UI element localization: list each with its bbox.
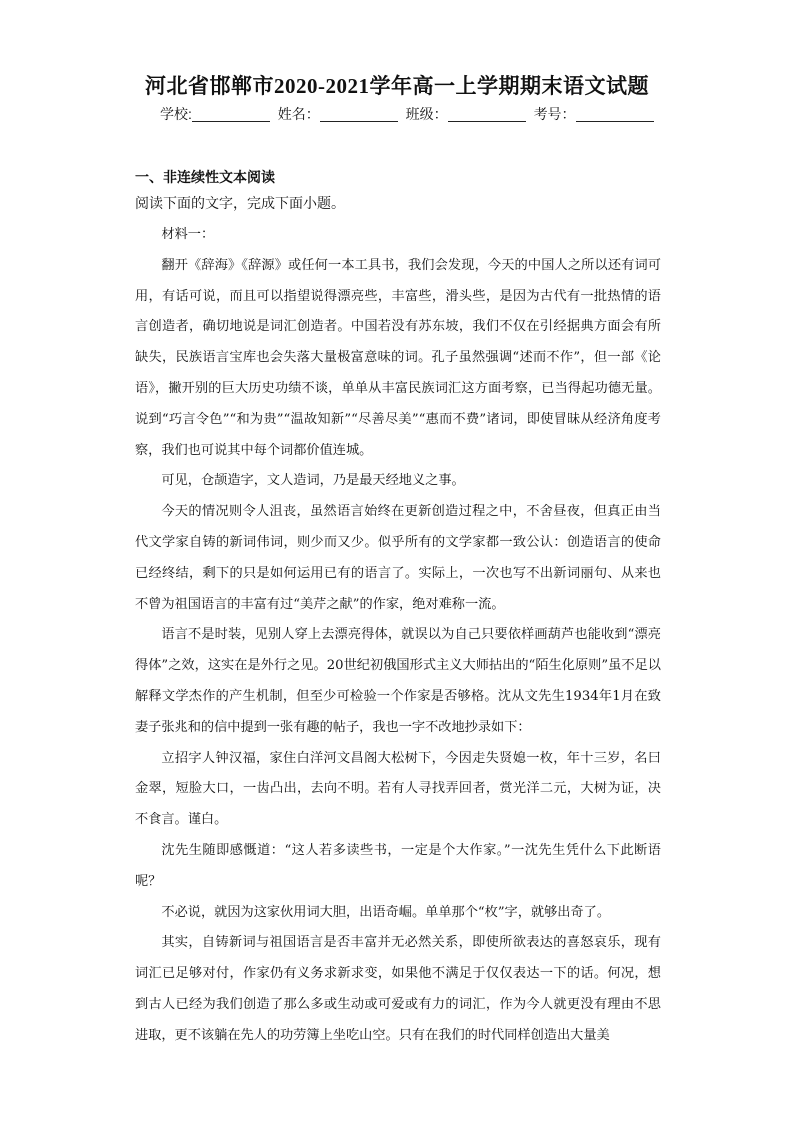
name-label: 姓名： xyxy=(277,106,320,122)
exam-title: 河北省邯郸市2020-2021学年高一上学期期末语文试题 xyxy=(145,74,649,98)
paragraph: 语言不是时装，见别人穿上去漂亮得体，就误以为自己只要依样画葫芦也能收到“漂亮得体”之效，这实在是外行之见。20世纪初俄国形式主义大师拈出的“陌生化原则”虽不足以解释文学杰作的产生机制，但至少可检验一个作家是否够格。沈从文先生1934年1月在致妻子张兆和的信中提到一张有趣的帖子，我也一字不改地抄录如下： xyxy=(135,627,661,735)
class-blank xyxy=(448,107,526,122)
paragraph: 不必说，就因为这家伙用词大胆，出语奇崛。单单那个“枚”字，就够出奇了。 xyxy=(161,904,611,920)
paragraph: 沈先生随即感慨道：“这人若多读些书，一定是个大作家。”一沈先生凭什么下此断语呢？ xyxy=(135,842,661,889)
paragraph: 立招字人钟汉福，家住白洋河文昌阁大松树下，今因走失贤媳一枚，年十三岁，名曰金翠，短脸大口，一齿凸出，去向不明。若有人寻找弄回者，赏光洋二元，大树为证，决不食言。谨白。 xyxy=(135,750,661,828)
class-label: 班级： xyxy=(405,106,448,122)
paragraph: 其实，自铸新词与祖国语言是否丰富并无必然关系，即使所欲表达的喜怒哀乐，现有词汇已足够对付，作家仍有义务求新求变，如果他不满足于仅仅表达一下的话。何况，想到古人已经为我们创造了那么多或生动或可爱或有力的词汇，作为今人就更没有理由不思进取，更不该躺在先人的功劳簿上坐吃山空。只有在我们的时代同样创造出大量美 xyxy=(135,935,661,1043)
school-blank xyxy=(192,107,270,122)
name-blank xyxy=(320,107,398,122)
paragraph: 翻开《辞海》《辞源》或任何一本工具书，我们会发现，今天的中国人之所以还有词可用，有话可说，而且可以指望说得漂亮些，丰富些，滑头些，是因为古代有一批热情的语言创造者，确切地说是词汇创造者。中国若没有苏东坡，我们不仅在引经据典方面会有所缺失，民族语言宝库也会失落大量极富意味的词。孔子虽然强调“述而不作”，但一部《论语》，撇开别的巨大历史功绩不谈，单单从丰富民族词汇这方面考察，已当得起功德无量。说到“巧言令色”“和为贵”“温故知新”“尽善尽美”“惠而不费”诸词，即使冒昧从经济角度考察，我们也可说其中每个词都价值连城。 xyxy=(135,257,661,458)
student-info-row xyxy=(160,104,658,124)
paragraph: 材料一： xyxy=(161,227,215,242)
number-blank xyxy=(576,107,654,122)
section-heading: 一、非连续性文本阅读 xyxy=(135,169,275,185)
school-label: 学校: xyxy=(160,106,192,122)
paragraph: 今天的情况则令人沮丧，虽然语言始终在更新创造过程之中，不舍昼夜，但真正由当代文学家自铸的新词伟词，则少而又少。似乎所有的文学家都一致公认：创造语言的使命已经终结，剩下的只是如何运用已有的语言了。实际上，一次也写不出新词丽句、从来也不曾为祖国语言的丰富有过“美芹之献”的作家，绝对难称一流。 xyxy=(135,504,661,612)
number-label: 考号： xyxy=(533,106,576,122)
instruction-text: 阅读下面的文字，完成下面小题。 xyxy=(135,195,345,211)
paragraph: 可见，仓颉造字，文人造词，乃是最天经地义之事。 xyxy=(161,473,465,489)
reading-passage xyxy=(135,220,661,1052)
